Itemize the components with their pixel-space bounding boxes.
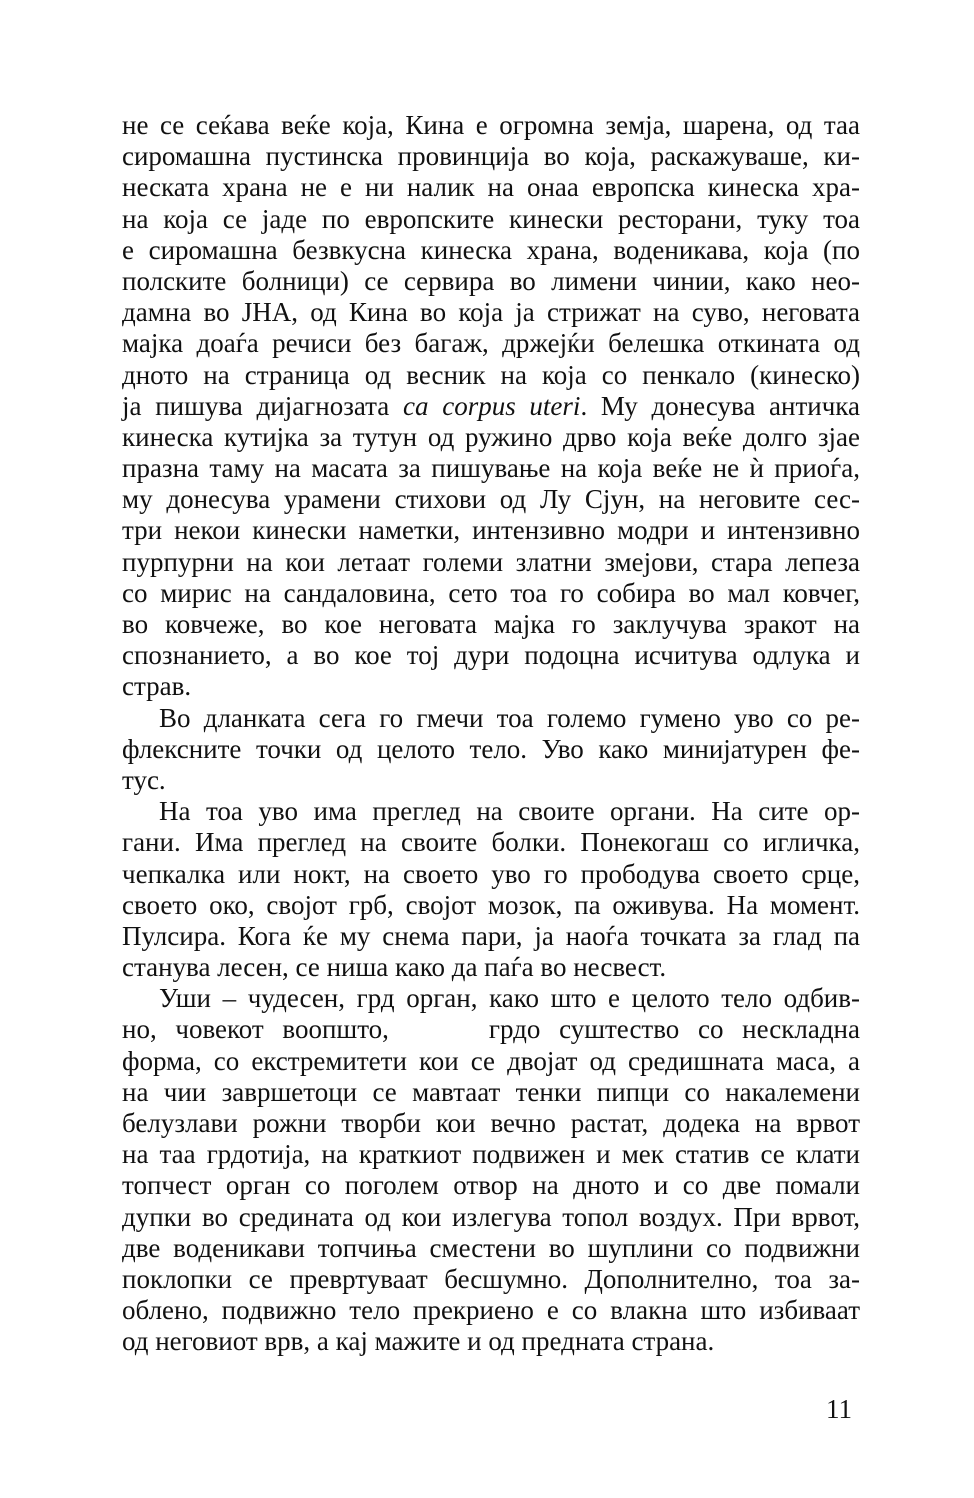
text-line: спознанието, а во кое тој дури подоцна исчитува одлука и — [122, 640, 860, 671]
text-line: своето око, својот грб, својот мозок, па оживува. На момент. — [122, 889, 860, 920]
text-line: во ковчеже, во кое неговата мајка го заклучува зракот на — [122, 609, 860, 639]
page-number: 11 — [826, 1394, 852, 1424]
text-line: кинеска кутијка за тутун од ружино дрво која веќе долго зјае — [122, 421, 860, 452]
text-line: полските болници) се сервира во лимени чинии, како нео- — [122, 265, 860, 296]
text-line: облено, подвижно тело прекриено е со влакна што избиваат — [122, 1295, 860, 1326]
text-line: сиромашна пустинска провинција во која, раскажуваше, ки- — [122, 141, 860, 172]
text-line: со мирис на сандаловина, сето тоа го собира во мал ковчег, — [122, 577, 860, 608]
text-line: му донесува урамени стихови од Лу Сјун, на неговите сес- — [122, 484, 860, 515]
text-line: чепкалка или нокт, на своето уво го прободува своето срце, — [122, 858, 860, 889]
text-line: поклопки се превртуваат бесшумно. Дополнително, тоа за- — [122, 1263, 860, 1294]
italic-diagnosis: ca corpus uteri — [403, 390, 581, 421]
text-line: празна таму на масата за пишување на која веќе не ѝ приоѓа, — [122, 453, 860, 484]
text-line: дупки во средината од кои излегува топол воздух. При врвот, — [122, 1201, 860, 1232]
paragraph-first-line: На тоа уво има преглед на своите органи. На сите ор- — [159, 796, 860, 827]
text-line: гани. Има преглед на своите болки. Понекогаш со игличка, — [122, 827, 860, 858]
text-line: е сиромашна безвкусна кинеска храна, воденикава, која (по — [122, 234, 860, 265]
text-line: на таа грдотија, на краткиот подвижен и мек статив се клати — [122, 1139, 860, 1170]
text-line: дамна во ЈНА, од Кина во која ја стрижат на суво, неговата — [122, 297, 860, 328]
text-line: белузлави рожни творби кои вечно растат, додека на врвот — [122, 1108, 860, 1138]
text-line: страв. — [122, 671, 192, 702]
text-segment: . Му донесува античка — [580, 390, 861, 421]
text-segment: но, човекот воопшто, — [122, 1014, 389, 1045]
text-line — [122, 1014, 860, 1045]
text-segment: грдо суштество со нескладна — [488, 1014, 860, 1045]
text-line: станува лесен, се ниша како да паѓа во несвест. — [122, 952, 667, 983]
text-line: три некои кинески наметки, интензивно модри и интензивно — [122, 515, 860, 546]
text-segment: ја пишува дијагнозата — [122, 390, 403, 421]
text-line: дното на страница од весник на која со пенкало (кинеско) — [122, 359, 860, 390]
text-line: тус. — [122, 764, 166, 795]
text-line: две воденикави топчиња сместени во шуплини со подвижни — [122, 1232, 860, 1263]
text-line: на која се јаде по европските кинески ресторани, туку тоа — [122, 203, 860, 234]
text-line: флексните точки од целото тело. Уво како минијатурен фе- — [122, 733, 860, 764]
text-line: не се сеќава веќе која, Кина е огромна земја, шарена, од таа — [122, 110, 860, 140]
text-line: топчест орган со поголем отвор на дното и со две помали — [122, 1170, 860, 1201]
book-page-text — [122, 110, 860, 1358]
text-line: неската храна не е ни налик на онаа европска кинеска хра- — [122, 172, 860, 203]
text-line: Пулсира. Кога ќе му снема пари, ја наоѓа точката за глад па — [122, 920, 860, 951]
text-line: од неговиот врв, а кај мажите и од предната страна. — [122, 1326, 715, 1357]
paragraph-first-line: Уши – чудесен, грд орган, како што е целото тело одбив- — [159, 983, 860, 1014]
text-line — [122, 391, 860, 422]
paragraph-first-line: Во дланката сега го гмечи тоа големо гумено уво со ре- — [159, 702, 860, 733]
text-line: на чии завршетоци се мавтаат тенки пипци со накалемени — [122, 1076, 860, 1107]
text-line: мајка доаѓа речиси без багаж, држејќи белешка откината од — [122, 328, 860, 359]
text-line: пурпурни на кои летаат големи златни змејови, стара лепеза — [122, 546, 860, 577]
text-line: форма, со екстремитети кои се двојат од средишната маса, а — [122, 1045, 860, 1076]
